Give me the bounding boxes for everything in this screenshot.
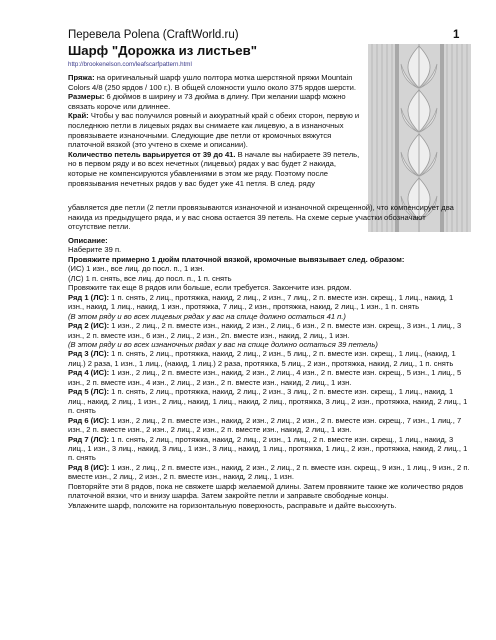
pattern-row bbox=[68, 321, 470, 340]
garter-intro: Провяжите примерно 1 дюйм платочной вязкой, кромочные вывязывает след. образом: bbox=[68, 254, 405, 264]
intro-continuation-text: убавляется две петли (2 петли провязываются изнаночной и изнаночной скрещенной), что компенсирует два накида из предыдущего ряда, и у вас снова остается 39 петель. На схеме серые участки обозначают отсутствие петли. bbox=[68, 203, 454, 232]
intro-paragraph bbox=[68, 111, 364, 149]
intro-text: на оригинальный шарф ушло полтора мотка шерстяной пряжи Mountain Colors 4/8 (250 ярдов / 100 г.). В общей сложности ушло около 375 ярдов шерсти. bbox=[68, 73, 356, 92]
intro-paragraph bbox=[68, 73, 364, 92]
pattern-row bbox=[68, 463, 470, 482]
row-label: Ряд 1 (ЛС): bbox=[68, 292, 110, 302]
intro-text: В начале вы набираете 39 петель, но в первом ряду и во всех нечетных (лицевых) рядах у вас будет 2 накида, которые не компенсируются убавлениями в этом же ряду. Поэтому после провязывания нечетных рядов у вас будет уже 41 петля. В след. ряду bbox=[68, 149, 360, 188]
source-url-link[interactable]: http://brookenelson.com/leafscarfpattern.html bbox=[68, 61, 192, 68]
translator-credit: Перевела Polena (CraftWorld.ru) bbox=[68, 29, 239, 41]
pattern-row bbox=[68, 416, 470, 435]
yarn-and-size-section bbox=[68, 73, 364, 188]
intro-text: 6 дюймов в ширину и 73 дюйма в длину. При желании шарф можно связать короче или длиннее. bbox=[68, 92, 346, 111]
row-label: Ряд 2 (ИС): bbox=[68, 321, 110, 331]
pattern-row bbox=[68, 435, 470, 463]
stitch-count-continuation bbox=[68, 203, 463, 232]
pattern-description bbox=[68, 236, 470, 510]
row-note: (В этом ряду и во всех изнаночных рядах у вас на спице должно остаться 39 петель) bbox=[68, 339, 378, 349]
row-label: Ряд 6 (ИС): bbox=[68, 415, 110, 425]
row-text: 1 изн., 2 лиц., 2 п. вместе изн., накид, 2 изн., 2 лиц., 2 изн., 2 п. вместе изн. скрещ., 7 изн., 1 лиц., 7 изн., 2 п. вместе изн., 2 изн., 2 лиц., 2 изн., 2 п. вместе изн., накид, 2 лиц., 1 изн. bbox=[68, 415, 462, 435]
row-label: Ряд 7 (ЛС): bbox=[68, 434, 110, 444]
finish-text: Увлажните шарф, положите на горизонтальную поверхность, расправьте и дайте высохнуть. bbox=[68, 500, 397, 510]
edge-rule-rs: (ИС) 1 изн., все лиц. до посл. п., 1 изн. bbox=[68, 264, 205, 274]
row-text: 1 п. снять, 2 лиц., протяжка, накид, 2 лиц., 2 изн., 3 лиц., 2 п. вместе изн. скрещ., 1 лиц., накид, 1 лиц., накид, 2 лиц., 1 изн., 2 лиц., накид, 1 лиц., накид, 2 лиц., протяжка, 3 лиц., 2 изн., протяжка, накид, 2 лиц., 1 п. снять bbox=[68, 387, 468, 416]
pattern-row bbox=[68, 387, 470, 415]
row-label: Ряд 8 (ИС): bbox=[68, 462, 110, 472]
row-label: Ряд 3 (ЛС): bbox=[68, 349, 110, 359]
page-title: Шарф "Дорожка из листьев" bbox=[68, 43, 257, 58]
row-text: 1 изн., 2 лиц., 2 п. вместе изн., накид, 2 изн., 2 лиц., 2 п. вместе изн. скрещ., 9 изн., 1 лиц., 9 изн., 2 п. вместе изн., 2 лиц., 2 изн., 2 п. вместе изн., накид, 2 лиц., 1 изн. bbox=[68, 462, 470, 482]
row-label: Ряд 4 (ИС): bbox=[68, 368, 110, 378]
repeat-note: Провяжите так еще 8 рядов или больше, если требуется. Закончите изн. рядом. bbox=[68, 283, 352, 293]
pattern-row bbox=[68, 368, 470, 387]
row-text: 1 п. снять, 2 лиц., протяжка, накид, 2 лиц., 2 изн., 1 лиц., 2 п. вместе изн. скрещ., 1 лиц., накид, 3 лиц., 1 изн., 3 лиц., накид, 3 лиц., 1 изн., 3 лиц., накид, 1 лиц., протяжка, 1 лиц., 2 изн., протяжка, накид, 2 лиц., 1 п. снять bbox=[68, 434, 468, 463]
cast-on-text: Наберите 39 п. bbox=[68, 245, 122, 255]
row-text: 1 п. снять, 2 лиц., протяжка, накид, 2 лиц., 2 изн., 7 лиц., 2 п. вместе изн. скрещ., 1 лиц., накид, 1 изн., накид, 1 лиц., накид, 1 изн., протяжка, 7 лиц., 2 изн., протяжка, накид, 2 лиц., 1 изн., 1 п. снять bbox=[68, 292, 454, 312]
pattern-row bbox=[68, 293, 470, 312]
intro-label: Край: bbox=[68, 111, 89, 121]
intro-label: Размеры: bbox=[68, 92, 105, 102]
row-text: 1 изн., 2 лиц., 2 п. вместе изн., накид, 2 изн., 2 лиц., 4 изн., 2 п. вместе изн. скрещ., 5 изн., 1 лиц., 5 изн., 2 п. вместе изн., 4 изн., 2 лиц., 2 изн., 2 п. вместе изн., накид, 2 лиц., 1 изн. bbox=[68, 368, 462, 387]
intro-label: Количество петель варьируется от 39 до 41. bbox=[68, 149, 236, 159]
intro-paragraph bbox=[68, 150, 364, 188]
pattern-heading: Описание: bbox=[68, 236, 108, 245]
intro-label: Пряжа: bbox=[68, 73, 95, 82]
row-text: 1 изн., 2 лиц., 2 п. вместе изн., накид, 2 изн., 2 лиц., 6 изн., 2 п. вместе изн. скрещ., 3 изн., 1 лиц., 3 изн., 2 п. вместе изн., 6 изн., 2 лиц., 2 изн., 2п. вместе изн., накид, 2 лиц., 1 изн. bbox=[68, 321, 462, 340]
edge-rule-ws: (ЛС) 1 п. снять, все лиц. до посл. п., 1 п. снять bbox=[68, 273, 232, 283]
pattern-row bbox=[68, 349, 470, 368]
intro-paragraph bbox=[68, 92, 364, 111]
repeat-all-text: Повторяйте эти 8 рядов, пока не свяжете шарф желаемой длины. Затем провяжите также же количество рядов платочной вязки, что и внизу шарфа. Затем закройте петли и заправьте свободные концы. bbox=[68, 481, 464, 501]
row-note: (В этом ряду и во всех лицевых рядах у вас на спице должно остаться 41 п.) bbox=[68, 311, 346, 321]
row-label: Ряд 5 (ЛС): bbox=[68, 387, 110, 397]
row-text: 1 п. снять, 2 лиц., протяжка, накид, 2 лиц., 2 изн., 5 лиц., 2 п. вместе изн. скрещ., 1 лиц., (накид, 1 лиц.) 2 раза, 1 изн., 1 лиц., (накид, 1 лиц.) 2 раза, протяжка, 5 лиц., 2 изн., протяжка, накид, 2 лиц., 1 п. снять bbox=[68, 349, 456, 368]
page-number: 1 bbox=[453, 29, 460, 41]
intro-text: Чтобы у вас получился ровный и аккуратный край с обеих сторон, первую и последнюю петли в лицевых рядах вы снимаете как лицевую, а в изнаночных провязываете изнаночными. Следующие две петли от кромочных вяжутся платочной вязкой (это учтено в схеме и описании). bbox=[68, 111, 360, 150]
